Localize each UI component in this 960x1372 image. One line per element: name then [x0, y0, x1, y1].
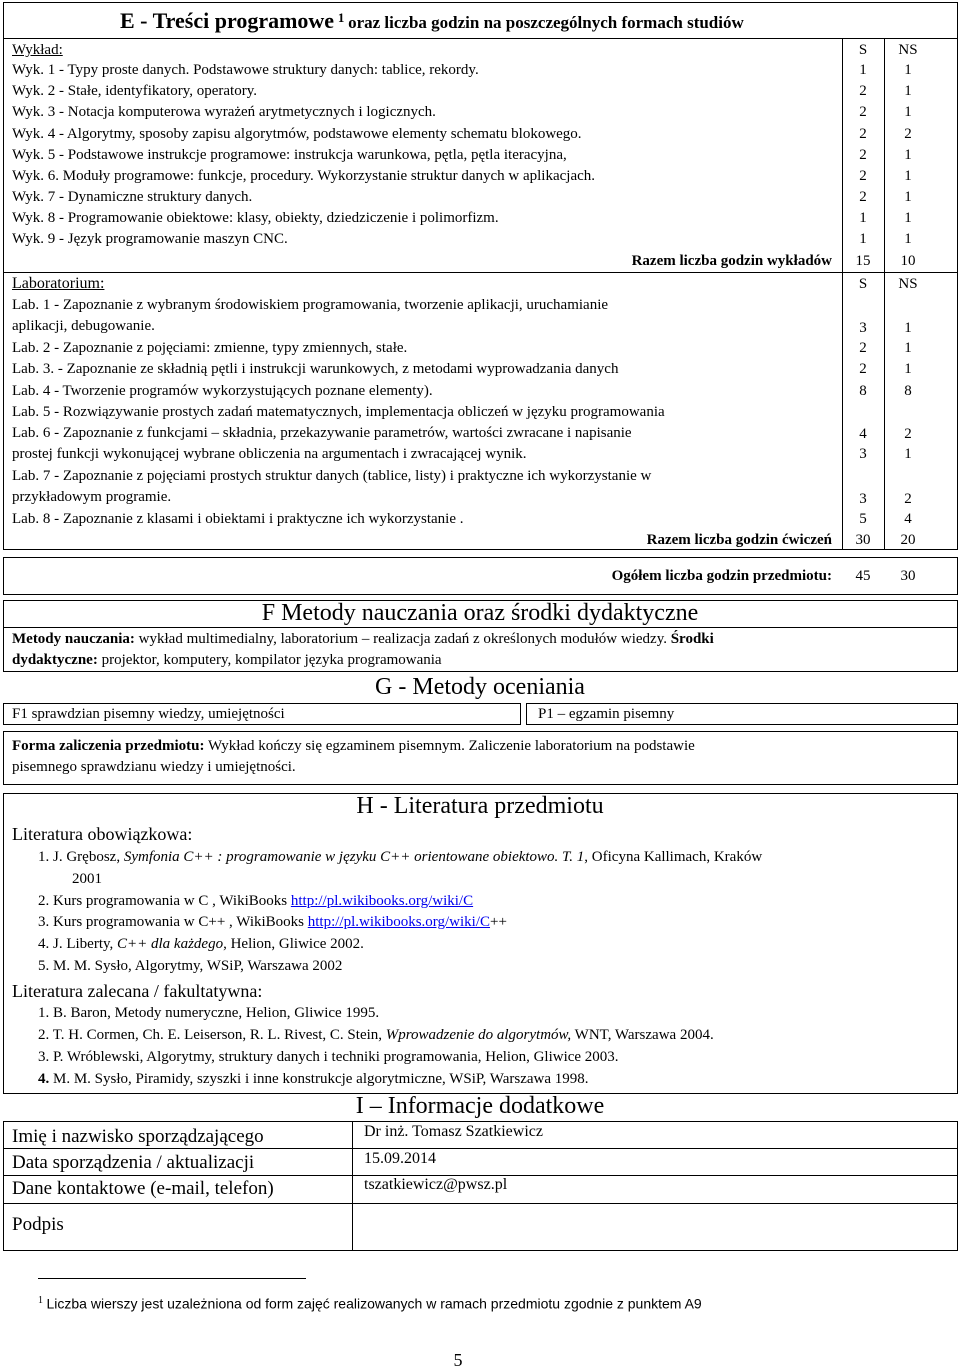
- required-link[interactable]: http://pl.wikibooks.org/wiki/C: [307, 914, 491, 930]
- methods-label: Metody nauczania:: [12, 631, 135, 647]
- methods-line: [12, 629, 714, 649]
- lecture-s: 2: [859, 168, 867, 184]
- lecture-total-label: Razem liczba godzin wykładów: [631, 253, 832, 269]
- required-num: 1.: [38, 849, 50, 865]
- optional-num: 1.: [38, 1005, 50, 1021]
- lab-s: 4: [859, 426, 867, 442]
- lab-row: Lab. 1 - Zapoznanie z wybranym środowiskiem programowania, tworzenie aplikacji, uruchamianie: [12, 297, 609, 313]
- lab-total-label: Razem liczba godzin ćwiczeń: [646, 532, 832, 548]
- optional-text: T. H. Cormen, Ch. E. Leiserson, R. L. Rivest, C. Stein,: [52, 1027, 386, 1043]
- optional-text: M. M. Sysło, Piramidy, szyszki i inne konstrukcje algorytmiczne, WSiP, Warszawa 1998.: [53, 1071, 589, 1087]
- section-i-title: I – Informacje dodatkowe: [355, 1093, 605, 1119]
- lecture-row: Wyk. 5 - Podstawowe instrukcje programowe: instrukcja warunkowa, pętla, pętla iteracyjna,: [12, 147, 567, 163]
- lab-total-ns: 20: [900, 532, 916, 548]
- lab-ns: 4: [904, 511, 912, 527]
- section-g-title: G - Metody oceniania: [375, 674, 585, 700]
- info-label: Podpis: [12, 1214, 64, 1235]
- optional-title: Wprowadzenie do algorytmów,: [385, 1027, 572, 1043]
- lecture-row: Wyk. 3 - Notacja komputerowa wyrażeń arytmetycznych i logicznych.: [12, 104, 436, 120]
- lab-ns: 1: [904, 340, 912, 356]
- required-item: [38, 934, 364, 954]
- lecture-row: Wyk. 1 - Typy proste danych. Podstawowe struktury danych: tablice, rekordy.: [12, 62, 479, 78]
- optional-text: B. Baron, Metody numeryczne, Helion, Gliwice 1995.: [53, 1005, 380, 1021]
- lab-row: prostej funkcji wykonującej wybrane obliczenia na argumentach i zwracającej wynik.: [12, 446, 527, 462]
- lab-s: 5: [859, 511, 867, 527]
- info-row-border: [3, 1203, 958, 1204]
- footnote-rule: [38, 1278, 306, 1279]
- page-number: 5: [453, 1350, 463, 1370]
- lecture-s: 2: [859, 83, 867, 99]
- lab-col-ns-header: NS: [898, 276, 918, 292]
- grand-total-s: 45: [855, 568, 871, 584]
- section-e-title-sup: 1: [337, 10, 345, 25]
- required-author: J. Liberty,: [53, 936, 118, 952]
- lecture-total-border: [3, 272, 958, 273]
- section-e-title-border: [3, 38, 958, 39]
- optional-item: [38, 1025, 714, 1045]
- footnote: [38, 1291, 702, 1316]
- lab-s: 2: [859, 361, 867, 377]
- info-value: Dr inż. Tomasz Szatkiewicz: [364, 1123, 543, 1140]
- lecture-total-s: 15: [855, 253, 871, 269]
- aids-label-1: Środki: [670, 631, 714, 647]
- grand-total-label: Ogółem liczba godzin przedmiotu:: [611, 568, 832, 584]
- lab-row: Lab. 4 - Tworzenie programów wykorzystujących poznane elementy).: [12, 383, 433, 399]
- lab-row: Lab. 2 - Zapoznanie z pojęciami: zmienne, typy zmiennych, stałe.: [12, 340, 408, 356]
- required-rest: , Oficyna Kallimach, Kraków: [584, 849, 763, 865]
- lab-s: 3: [859, 320, 867, 336]
- col-ns-header: NS: [898, 42, 918, 58]
- required-item: [38, 847, 762, 867]
- lab-row-cont: aplikacji, debugowanie.: [12, 318, 155, 334]
- form-line-1: [12, 736, 695, 756]
- required-num: 3.: [38, 914, 50, 930]
- lab-row: Lab. 3. - Zapoznanie ze składnią pętli i instrukcji warunkowych, z metodami wyprowadzania danych: [12, 361, 619, 377]
- lab-ns: 1: [904, 320, 912, 336]
- required-num: 4.: [38, 936, 50, 952]
- optional-text: P. Wróblewski, Algorytmy, struktury danych i techniki programowania, Helion, Gliwice 2003.: [53, 1049, 619, 1065]
- lecture-total-ns: 10: [900, 253, 916, 269]
- lab-s: 2: [859, 340, 867, 356]
- required-author: J. Grębosz,: [53, 849, 124, 865]
- form-text-1: Wykład kończy się egzaminem pisemnym. Zaliczenie laboratorium na podstawie: [207, 738, 695, 754]
- lecture-row: Wyk. 9 - Język programowanie maszyn CNC.: [12, 231, 288, 247]
- lecture-ns: 2: [904, 126, 912, 142]
- lab-row: Lab. 6 - Zapoznanie z funkcjami – składnia, przekazywanie parametrów, wartości zwracane i napisanie: [12, 425, 632, 441]
- lab-ns: 8: [904, 383, 912, 399]
- form-line-2: pisemnego sprawdzianu wiedzy i umiejętności.: [12, 759, 296, 775]
- info-value: 15.09.2014: [364, 1150, 436, 1167]
- lecture-ns: 1: [904, 62, 912, 78]
- section-e-title: [120, 8, 744, 34]
- col-divider-2: [884, 38, 885, 550]
- required-link[interactable]: http://pl.wikibooks.org/wiki/C: [290, 893, 474, 909]
- lab-header: Laboratorium:: [12, 275, 105, 292]
- required-num: 2.: [38, 893, 50, 909]
- optional-num: 4.: [38, 1071, 50, 1087]
- required-item-cont: 2001: [72, 871, 102, 887]
- required-rest: ++: [490, 914, 507, 930]
- form-label: Forma zaliczenia przedmiotu:: [12, 738, 205, 754]
- info-value: tszatkiewicz@pwsz.pl: [364, 1176, 508, 1193]
- section-f-title-border: [3, 627, 958, 628]
- lecture-s: 2: [859, 189, 867, 205]
- lab-ns: 2: [904, 491, 912, 507]
- lecture-s: 2: [859, 104, 867, 120]
- lecture-s: 2: [859, 126, 867, 142]
- required-author: Kurs programowania w C , WikiBooks: [53, 893, 291, 909]
- col-s-header: S: [858, 42, 868, 58]
- info-row-border: [3, 1148, 958, 1149]
- optional-item: [38, 1047, 619, 1067]
- lecture-row: Wyk. 4 - Algorytmy, sposoby zapisu algorytmów, podstawowe elementy schematu blokowego.: [12, 126, 582, 142]
- lecture-row: Wyk. 6. Moduły programowe: funkcje, procedury. Wykorzystanie struktur danych w aplikacjach.: [12, 168, 596, 184]
- p1-text: P1 – egzamin pisemny: [538, 706, 675, 722]
- lab-ns: 1: [904, 361, 912, 377]
- lab-row: Lab. 8 - Zapoznanie z klasami i obiektami i praktyczne ich wykorzystanie .: [12, 511, 464, 527]
- lab-total-s: 30: [855, 532, 871, 548]
- lab-ns: 1: [904, 446, 912, 462]
- required-label: Literatura obowiązkowa:: [12, 824, 193, 844]
- footnote-sup: 1: [38, 1295, 43, 1306]
- section-e-subtitle: oraz liczba godzin na poszczególnych formach studiów: [348, 13, 744, 32]
- info-label: Data sporządzenia / aktualizacji: [12, 1152, 255, 1173]
- required-author: Kurs programowania w C++ , WikiBooks: [53, 914, 308, 930]
- section-f-title: F Metody nauczania oraz środki dydaktyczne: [261, 600, 699, 626]
- aids-text: projektor, komputery, kompilator języka programowania: [101, 652, 442, 668]
- lab-s: 3: [859, 491, 867, 507]
- lecture-row: Wyk. 8 - Programowanie obiektowe: klasy, obiekty, dziedziczenie i polimorfizm.: [12, 210, 499, 226]
- required-item: [38, 912, 507, 932]
- lab-s: 8: [859, 383, 867, 399]
- lecture-ns: 1: [904, 231, 912, 247]
- lab-ns: 2: [904, 426, 912, 442]
- required-title: C++ dla każdego: [117, 936, 224, 952]
- section-h-title: H - Literatura przedmiotu: [356, 793, 604, 819]
- lecture-ns: 1: [904, 104, 912, 120]
- lecture-ns: 1: [904, 83, 912, 99]
- lab-col-s-header: S: [858, 276, 868, 292]
- optional-num: 2.: [38, 1027, 50, 1043]
- lecture-s: 1: [859, 231, 867, 247]
- section-e-title-text: E - Treści programowe: [120, 8, 335, 33]
- optional-num: 3.: [38, 1049, 50, 1065]
- required-author: M. M. Sysło, Algorytmy, WSiP, Warszawa 2002: [53, 958, 343, 974]
- lecture-ns: 1: [904, 168, 912, 184]
- section-i-divider: [352, 1121, 353, 1251]
- optional-item: [38, 1069, 589, 1089]
- lecture-row: Wyk. 7 - Dynamiczne struktury danych.: [12, 189, 253, 205]
- methods-text: wykład multimedialny, laboratorium – realizacja zadań z określonych modułów wiedzy.: [138, 631, 667, 647]
- required-num: 5.: [38, 958, 50, 974]
- required-rest: , Helion, Gliwice 2002.: [223, 936, 364, 952]
- lecture-ns: 1: [904, 189, 912, 205]
- lab-row-cont: przykładowym programie.: [12, 489, 172, 505]
- info-label: Imię i nazwisko sporządzającego: [12, 1126, 264, 1147]
- lecture-s: 1: [859, 62, 867, 78]
- info-label: Dane kontaktowe (e-mail, telefon): [12, 1178, 274, 1199]
- required-item: [38, 956, 342, 976]
- lecture-s: 2: [859, 147, 867, 163]
- required-item: [38, 891, 473, 911]
- optional-item: [38, 1003, 379, 1023]
- lecture-s: 1: [859, 210, 867, 226]
- lecture-header: Wykład:: [12, 42, 63, 58]
- lab-s: 3: [859, 446, 867, 462]
- grand-total-ns: 30: [900, 568, 916, 584]
- required-title: Symfonia C++ : programowanie w języku C++ orientowane obiektowo. T. 1: [123, 849, 585, 865]
- f1-text: F1 sprawdzian pisemny wiedzy, umiejętności: [12, 706, 285, 722]
- lab-row: Lab. 5 - Rozwiązywanie prostych zadań matematycznych, implementacja obliczeń w języku programowania: [12, 404, 665, 420]
- lecture-row: Wyk. 2 - Stałe, identyfikatory, operatory.: [12, 83, 257, 99]
- lecture-ns: 1: [904, 147, 912, 163]
- footnote-text: Liczba wierszy jest uzależniona od form zajęć realizowanych w ramach przedmiotu zgodnie z punktem A9: [46, 1295, 702, 1312]
- optional-label: Literatura zalecana / fakultatywna:: [12, 981, 263, 1001]
- aids-label-2: dydaktyczne:: [12, 652, 98, 668]
- lab-row: Lab. 7 - Zapoznanie z pojęciami prostych struktur danych (tablice, listy) i praktyczne ich wykorzystanie w: [12, 468, 652, 484]
- lecture-ns: 1: [904, 210, 912, 226]
- optional-rest: WNT, Warszawa 2004.: [571, 1027, 714, 1043]
- aids-line: [12, 650, 442, 670]
